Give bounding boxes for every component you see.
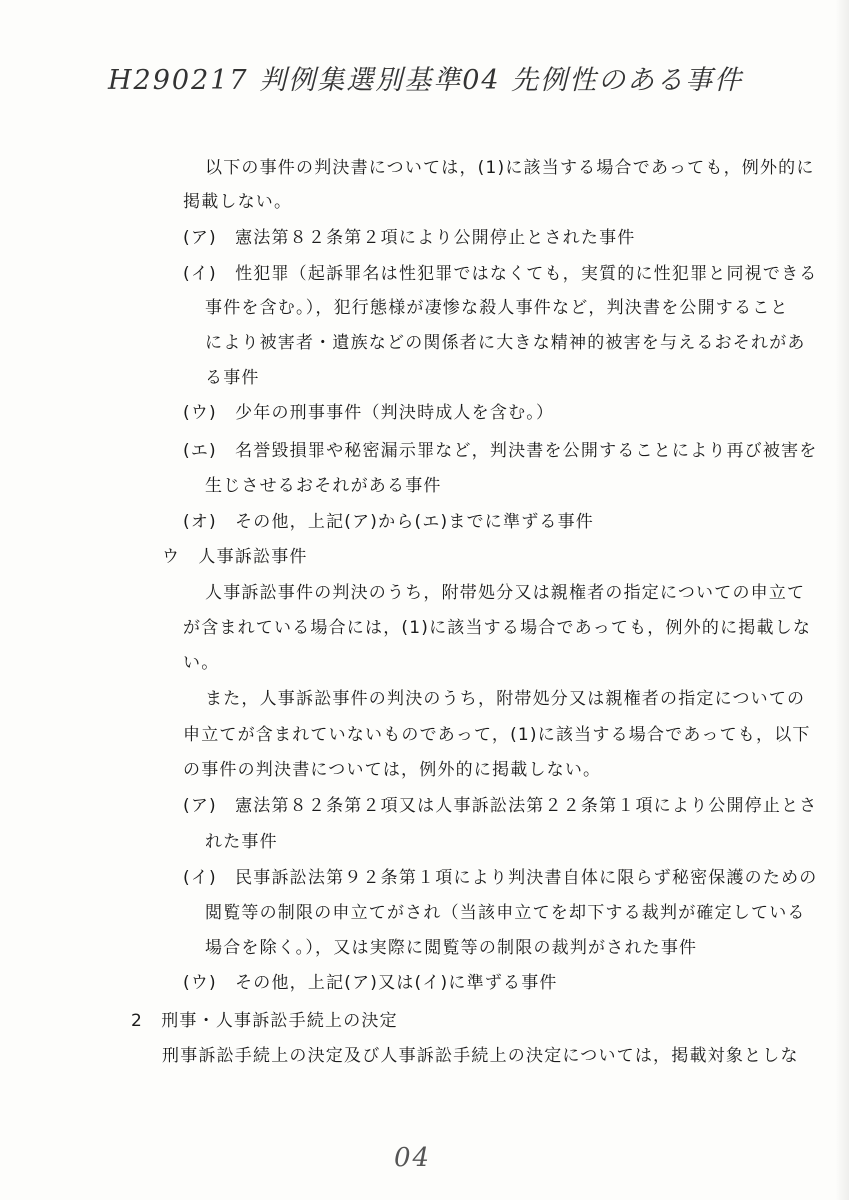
body-line-final: 刑事訴訟手続上の決定及び人事訴訟手続上の決定については，掲載対象としな — [162, 1046, 799, 1066]
handwritten-title: H290217 判例集選別基準04 先例性のある事件 — [108, 65, 744, 96]
list-item-i-6: 閲覧等の制限の申立てがされ（当該申立てを却下する裁判が確定している — [205, 903, 806, 923]
list-item-o-1: (オ) その他，上記(ア)から(エ)までに準ずる事件 — [183, 512, 594, 532]
body-line-ws-2: が含まれている場合には，(1)に該当する場合であっても，例外的に掲載しな — [183, 618, 812, 638]
body-line-ws-4: また，人事訴訟事件の判決のうち，附帯処分又は親権者の指定についての — [205, 689, 806, 709]
body-line-ws-1: 人事訴訟事件の判決のうち，附帯処分又は親権者の指定についての申立て — [205, 583, 806, 603]
list-item-a-1: (ア) 憲法第８２条第２項により公開停止とされた事件 — [183, 228, 636, 248]
section-heading-u: ウ 人事訴訟事件 — [162, 547, 308, 567]
list-item-i-1: (イ) 性犯罪（起訴罪名は性犯罪ではなくても，実質的に性犯罪と同視できる — [183, 264, 818, 284]
list-item-i-2: 事件を含む。），犯行態様が凄惨な殺人事件など，判決書を公開すること — [205, 298, 789, 318]
list-item-u-2: (ウ) その他，上記(ア)又は(イ)に準ずる事件 — [183, 973, 558, 993]
list-item-a-2-cont: れた事件 — [205, 832, 278, 852]
list-item-e-1: (エ) 名誉毀損罪や秘密漏示罪など，判決書を公開することにより再び被害を — [183, 441, 818, 461]
list-item-a-2: (ア) 憲法第８２条第２項又は人事訴訟法第２２条第１項により公開停止とさ — [183, 796, 818, 816]
list-item-u-1: (ウ) 少年の刑事事件（判決時成人を含む。） — [183, 403, 555, 423]
body-line-ws-3: い。 — [183, 653, 220, 673]
body-line-2: 掲載しない。 — [183, 192, 293, 212]
handwritten-page-number: 04 — [394, 1143, 432, 1173]
scan-edge-shadow — [835, 0, 849, 1200]
body-line-ws-5: 申立てが含まれていないものであって，(1)に該当する場合であっても，以下 — [183, 725, 811, 745]
list-item-i-7: 場合を除く。），又は実際に閲覧等の制限の裁判がされた事件 — [205, 938, 698, 958]
body-line-1: 以下の事件の判決書については，(1)に該当する場合であっても，例外的に — [205, 158, 815, 178]
body-line-ws-6: の事件の判決書については，例外的に掲載しない。 — [183, 760, 602, 780]
list-item-e-2: 生じさせるおそれがある事件 — [205, 476, 442, 496]
list-item-i-4: る事件 — [205, 368, 260, 388]
list-item-i-3: により被害者・遺族などの関係者に大きな精神的被害を与えるおそれがあ — [205, 333, 806, 353]
section-heading-2: 2 刑事・人事訴訟手続上の決定 — [131, 1011, 398, 1031]
list-item-i-5: (イ) 民事訴訟法第９２条第１項により判決書自体に限らず秘密保護のための — [183, 868, 818, 888]
